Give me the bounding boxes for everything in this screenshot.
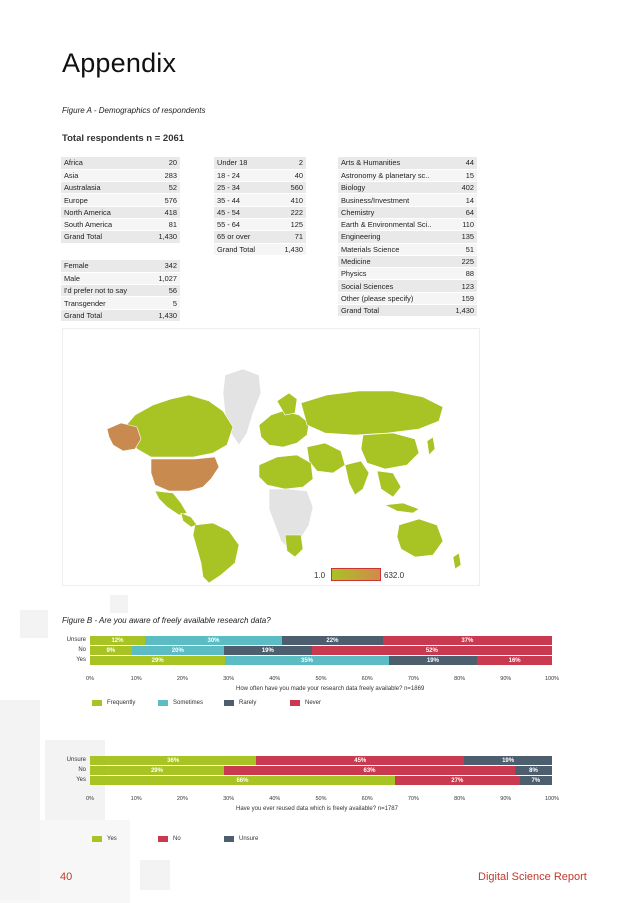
table-row <box>61 218 180 230</box>
row-value: 135 <box>449 231 477 243</box>
row-label: 18 - 24 <box>214 169 273 181</box>
x-tick-label: 0% <box>86 676 94 682</box>
row-value: 20 <box>143 157 180 169</box>
category-label: No <box>78 767 86 773</box>
bar-segment: 8% <box>515 766 552 775</box>
gender-table <box>61 260 180 322</box>
row-value: 110 <box>449 218 477 230</box>
page-number: 40 <box>60 871 73 883</box>
table-row <box>61 157 180 169</box>
table-row <box>214 194 306 206</box>
map-legend-min: 1.0 <box>314 571 326 580</box>
chart-title: Have you ever reused data which is freely available? n=1787 <box>236 806 398 812</box>
decorative-square <box>110 595 128 613</box>
row-value: 159 <box>449 292 477 304</box>
row-label: Grand Total <box>61 309 149 321</box>
legend-swatch <box>224 700 234 706</box>
row-label: Chemistry <box>338 206 449 218</box>
chart-made-available <box>60 636 580 716</box>
table-row <box>338 218 477 230</box>
bar-segment: 12% <box>90 636 145 645</box>
bar-segment: 19% <box>389 656 478 665</box>
row-label: Grand Total <box>214 243 273 255</box>
alaska-shape <box>107 423 141 451</box>
legend-label: Frequently <box>107 700 136 706</box>
row-value: 81 <box>143 218 180 230</box>
row-label: Under 18 <box>214 157 273 169</box>
x-tick-label: 50% <box>315 796 327 802</box>
row-label: Grand Total <box>61 231 143 243</box>
row-label: South America <box>61 218 143 230</box>
bar-segment: 19% <box>464 756 552 765</box>
legend-label: Rarely <box>239 700 257 706</box>
row-label: Biology <box>338 182 449 194</box>
bar-segment: 19% <box>224 646 312 655</box>
table-row <box>338 255 477 267</box>
stacked-bar <box>90 656 552 665</box>
row-label: Arts & Humanities <box>338 157 449 169</box>
x-tick-label: 100% <box>544 676 560 682</box>
russia-shape <box>301 391 443 435</box>
map-legend-gradient <box>331 568 381 581</box>
row-label: Transgender <box>61 297 149 309</box>
middle-east-shape <box>307 443 345 473</box>
table-row <box>338 169 477 181</box>
legend-item <box>158 836 181 842</box>
x-tick-label: 50% <box>315 676 327 682</box>
row-label: Europe <box>61 194 143 206</box>
stacked-bar <box>90 756 552 765</box>
total-respondents: Total respondents n = 2061 <box>62 133 185 144</box>
row-value: 56 <box>149 285 180 297</box>
row-label: 35 - 44 <box>214 194 273 206</box>
table-row <box>61 297 180 309</box>
x-tick-label: 70% <box>407 676 419 682</box>
row-value: 15 <box>449 169 477 181</box>
x-tick-label: 10% <box>130 796 142 802</box>
row-value: 1,430 <box>449 305 477 317</box>
row-label: Social Sciences <box>338 280 449 292</box>
row-label: 65 or over <box>214 231 273 243</box>
australia-shape <box>397 519 443 557</box>
stacked-bar <box>90 636 552 645</box>
india-shape <box>345 461 369 495</box>
bar-segment: 29% <box>90 656 225 665</box>
row-value: 64 <box>449 206 477 218</box>
row-value: 1,430 <box>143 231 180 243</box>
legend-swatch <box>224 836 234 842</box>
chart-reused-data <box>60 756 580 842</box>
table-row <box>214 182 306 194</box>
bar-segment: 66% <box>90 776 395 785</box>
x-tick-label: 70% <box>407 796 419 802</box>
row-value: 71 <box>273 231 306 243</box>
bar-segment: 63% <box>224 766 515 775</box>
row-value: 88 <box>449 268 477 280</box>
africa-north-shape <box>259 455 313 489</box>
table-row <box>61 182 180 194</box>
discipline-table <box>338 157 477 317</box>
row-label: I'd prefer not to say <box>61 285 149 297</box>
stacked-bar <box>90 646 552 655</box>
figure-b-caption: Figure B - Are you aware of freely available research data? <box>62 616 271 625</box>
age-table <box>214 157 306 256</box>
row-value: 51 <box>449 243 477 255</box>
bar-segment: 20% <box>132 646 224 655</box>
china-shape <box>361 433 419 469</box>
table-row <box>61 231 180 243</box>
table-row <box>338 206 477 218</box>
figure-a-caption: Figure A - Demographics of respondents <box>62 106 206 115</box>
indonesia-shape <box>385 503 419 513</box>
legend-item <box>224 836 258 842</box>
usa-shape <box>151 457 219 491</box>
x-tick-label: 60% <box>361 796 373 802</box>
legend-item <box>224 700 256 706</box>
x-tick-label: 90% <box>500 676 512 682</box>
central-america-shape <box>181 513 197 527</box>
bar-segment: 52% <box>312 646 552 655</box>
table-row <box>61 194 180 206</box>
table-row <box>338 182 477 194</box>
bar-segment: 7% <box>520 776 552 785</box>
row-label: Australasia <box>61 182 143 194</box>
x-tick-label: 60% <box>361 676 373 682</box>
legend-item <box>92 836 117 842</box>
row-value: 225 <box>449 255 477 267</box>
legend-item <box>92 700 135 706</box>
bar-segment: 9% <box>90 646 132 655</box>
x-tick-label: 30% <box>223 676 235 682</box>
region-table <box>61 157 180 244</box>
row-label: 55 - 64 <box>214 218 273 230</box>
row-label: Earth & Environmental Sci.. <box>338 218 449 230</box>
legend-swatch <box>158 836 168 842</box>
table-row <box>61 206 180 218</box>
row-value: 560 <box>273 182 306 194</box>
row-label: 25 - 34 <box>214 182 273 194</box>
legend-label: Unsure <box>239 836 259 842</box>
table-row <box>338 280 477 292</box>
bar-segment: 45% <box>256 756 464 765</box>
world-map <box>62 328 480 586</box>
row-label: Materials Science <box>338 243 449 255</box>
page-title: Appendix <box>62 48 177 78</box>
row-label: Engineering <box>338 231 449 243</box>
row-label: Physics <box>338 268 449 280</box>
table-row <box>214 231 306 243</box>
canada-shape <box>123 395 233 457</box>
bar-segment: 35% <box>225 656 388 665</box>
bar-segment: 37% <box>383 636 552 645</box>
stacked-bar <box>90 766 552 775</box>
category-label: Unsure <box>66 757 86 763</box>
x-tick-label: 30% <box>223 796 235 802</box>
table-row <box>338 305 477 317</box>
row-label: Astronomy & planetary sc.. <box>338 169 449 181</box>
row-label: Female <box>61 260 149 272</box>
category-label: No <box>78 647 86 653</box>
bar-segment: 29% <box>90 766 224 775</box>
new-zealand-shape <box>453 553 461 569</box>
southern-africa-shape <box>285 535 303 557</box>
chart-title: How often have you made your research data freely available? n=1869 <box>236 686 425 692</box>
table-row <box>338 268 477 280</box>
x-tick-label: 10% <box>130 676 142 682</box>
row-value: 125 <box>273 218 306 230</box>
row-label: Business/Investment <box>338 194 449 206</box>
mexico-shape <box>155 491 187 515</box>
row-label: Grand Total <box>338 305 449 317</box>
southeast-asia-shape <box>377 471 401 497</box>
x-tick-label: 20% <box>176 676 188 682</box>
legend-label: Never <box>305 700 322 706</box>
row-label: Asia <box>61 169 143 181</box>
x-tick-label: 40% <box>269 796 281 802</box>
bar-segment: 22% <box>282 636 383 645</box>
japan-shape <box>427 437 435 455</box>
row-value: 123 <box>449 280 477 292</box>
legend-label: Yes <box>107 836 117 842</box>
x-tick-label: 0% <box>86 796 94 802</box>
x-tick-label: 80% <box>454 676 466 682</box>
table-row <box>61 169 180 181</box>
footer-report-title: Digital Science Report <box>478 871 587 883</box>
row-value: 418 <box>143 206 180 218</box>
table-row <box>214 169 306 181</box>
table-row <box>214 218 306 230</box>
bar-segment: 27% <box>395 776 520 785</box>
row-label: Africa <box>61 157 143 169</box>
world-map-graphic <box>63 329 481 587</box>
row-label: Other (please specify) <box>338 292 449 304</box>
legend-swatch <box>92 700 102 706</box>
bar-segment: 30% <box>145 636 282 645</box>
x-tick-label: 100% <box>544 796 560 802</box>
category-label: Unsure <box>66 637 86 643</box>
row-value: 1,430 <box>149 309 180 321</box>
row-value: 402 <box>449 182 477 194</box>
row-value: 14 <box>449 194 477 206</box>
south-america-shape <box>193 523 239 583</box>
legend-label: No <box>173 836 181 842</box>
row-value: 52 <box>143 182 180 194</box>
table-row <box>214 243 306 255</box>
row-value: 222 <box>273 206 306 218</box>
europe-shape <box>259 411 309 447</box>
table-row <box>338 194 477 206</box>
table-row <box>61 309 180 321</box>
row-value: 576 <box>143 194 180 206</box>
table-row <box>338 231 477 243</box>
row-label: North America <box>61 206 143 218</box>
row-value: 2 <box>273 157 306 169</box>
table-row <box>338 292 477 304</box>
row-label: Male <box>61 272 149 284</box>
table-row <box>338 243 477 255</box>
bar-segment: 36% <box>90 756 256 765</box>
bar-segment: 16% <box>477 656 552 665</box>
table-row <box>338 157 477 169</box>
row-value: 283 <box>143 169 180 181</box>
row-value: 40 <box>273 169 306 181</box>
row-value: 1,027 <box>149 272 180 284</box>
x-tick-label: 40% <box>269 676 281 682</box>
table-row <box>214 206 306 218</box>
row-label: Medicine <box>338 255 449 267</box>
x-tick-label: 90% <box>500 796 512 802</box>
legend-item <box>290 700 321 706</box>
decorative-square <box>20 610 48 638</box>
legend-label: Sometimes <box>173 700 204 706</box>
legend-swatch <box>290 700 300 706</box>
table-row <box>214 157 306 169</box>
stacked-bar <box>90 776 552 785</box>
x-tick-label: 80% <box>454 796 466 802</box>
x-tick-label: 20% <box>176 796 188 802</box>
table-row <box>61 285 180 297</box>
row-value: 5 <box>149 297 180 309</box>
row-value: 342 <box>149 260 180 272</box>
row-value: 410 <box>273 194 306 206</box>
row-value: 44 <box>449 157 477 169</box>
map-legend-max: 632.0 <box>384 571 405 580</box>
legend-item <box>158 700 203 706</box>
category-label: Yes <box>76 657 86 663</box>
legend-swatch <box>158 700 168 706</box>
row-value: 1,430 <box>273 243 306 255</box>
decorative-square <box>140 860 170 890</box>
legend-swatch <box>92 836 102 842</box>
table-row <box>61 260 180 272</box>
row-label: 45 - 54 <box>214 206 273 218</box>
category-label: Yes <box>76 777 86 783</box>
table-row <box>61 272 180 284</box>
